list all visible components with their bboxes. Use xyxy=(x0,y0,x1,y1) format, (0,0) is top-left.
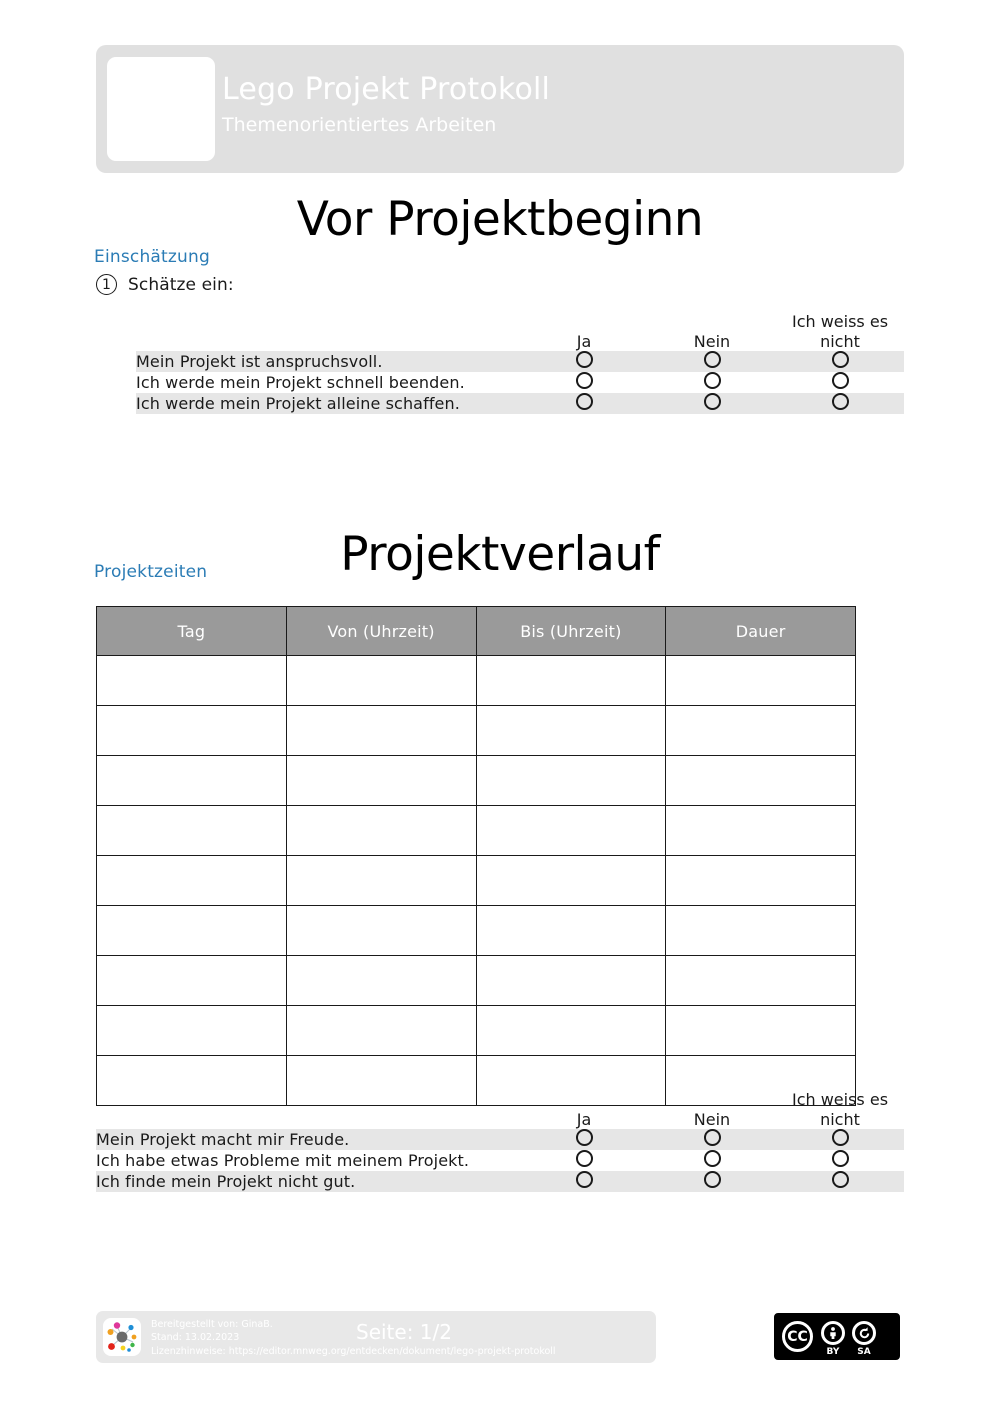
radio-cell-weiss-nicht[interactable] xyxy=(776,1129,904,1150)
document-title: Lego Projekt Protokoll xyxy=(222,72,551,107)
column-header-nein: Nein xyxy=(693,1109,731,1129)
table-row xyxy=(97,706,856,756)
table-cell[interactable] xyxy=(476,1006,666,1056)
table-cell[interactable] xyxy=(666,956,856,1006)
page-indicator: Seite: 1/2 xyxy=(356,1320,452,1344)
radio-cell-ja[interactable] xyxy=(520,372,648,393)
assessment-table-before xyxy=(136,312,904,414)
table-cell[interactable] xyxy=(476,656,666,706)
table-cell[interactable] xyxy=(666,756,856,806)
statement-label: Ich werde mein Projekt schnell beenden. xyxy=(136,372,520,393)
radio-cell-nein[interactable] xyxy=(648,351,776,372)
label-projektzeiten: Projektzeiten xyxy=(94,562,208,582)
statement-label: Ich habe etwas Probleme mit meinem Projekt. xyxy=(96,1150,520,1171)
section-title-projektverlauf: Projektverlauf xyxy=(340,527,660,582)
cc-logo-icon: CC xyxy=(782,1321,813,1352)
table-cell[interactable] xyxy=(286,956,476,1006)
table-cell[interactable] xyxy=(97,1006,287,1056)
column-header-weiss-nicht: Ich weiss es nicht xyxy=(791,1090,889,1129)
table-row xyxy=(97,756,856,806)
section-title-vor-projektbeginn: Vor Projektbeginn xyxy=(296,192,704,247)
mnweg-network-logo-icon xyxy=(103,1318,141,1356)
table-cell[interactable] xyxy=(97,706,287,756)
table-cell[interactable] xyxy=(476,706,666,756)
radio-circle-icon[interactable] xyxy=(576,1171,593,1188)
table-cell[interactable] xyxy=(286,856,476,906)
radio-circle-icon[interactable] xyxy=(576,1129,593,1146)
table-row xyxy=(97,656,856,706)
footer-provided-by: Bereitgestellt von: GinaB. xyxy=(151,1319,273,1330)
person-glyph xyxy=(826,1326,840,1340)
table-header-row xyxy=(96,1090,904,1129)
column-header-ja: Ja xyxy=(576,331,592,351)
radio-circle-icon[interactable] xyxy=(832,372,849,389)
radio-cell-weiss-nicht[interactable] xyxy=(776,1171,904,1192)
column-header-von: Von (Uhrzeit) xyxy=(286,607,476,656)
table-cell[interactable] xyxy=(666,856,856,906)
table-cell[interactable] xyxy=(97,906,287,956)
assessment-table-during xyxy=(96,1090,904,1192)
radio-circle-icon[interactable] xyxy=(832,351,849,368)
table-cell[interactable] xyxy=(666,1006,856,1056)
radio-circle-icon[interactable] xyxy=(832,1150,849,1167)
statement-label: Mein Projekt ist anspruchsvoll. xyxy=(136,351,520,372)
column-header-dauer: Dauer xyxy=(666,607,856,656)
footer-credits xyxy=(151,1318,556,1358)
radio-circle-icon[interactable] xyxy=(576,393,593,410)
label-einschaetzung: Einschätzung xyxy=(94,247,210,267)
step-number-badge: 1 xyxy=(96,274,117,295)
radio-cell-weiss-nicht[interactable] xyxy=(776,1150,904,1171)
table-cell[interactable] xyxy=(97,856,287,906)
instruction-schaetze-ein xyxy=(96,274,234,295)
table-row xyxy=(97,906,856,956)
radio-cell-nein[interactable] xyxy=(648,1150,776,1171)
radio-cell-nein[interactable] xyxy=(648,1171,776,1192)
network-logo-svg xyxy=(103,1318,141,1356)
table-cell[interactable] xyxy=(286,806,476,856)
cc-by-label: BY xyxy=(826,1347,840,1357)
table-row xyxy=(96,1171,904,1192)
footer-date: Stand: 13.02.2023 xyxy=(151,1332,240,1344)
table-cell[interactable] xyxy=(476,856,666,906)
table-row xyxy=(97,956,856,1006)
radio-cell-weiss-nicht[interactable] xyxy=(776,351,904,372)
radio-circle-icon[interactable] xyxy=(704,1150,721,1167)
header-logo-placeholder xyxy=(107,57,215,161)
table-row xyxy=(97,1006,856,1056)
table-cell[interactable] xyxy=(476,906,666,956)
radio-circle-icon[interactable] xyxy=(704,372,721,389)
column-header-nein: Nein xyxy=(693,331,731,351)
header-text-group xyxy=(222,72,872,137)
statement-column-header xyxy=(136,312,520,351)
table-header-row xyxy=(136,312,904,351)
table-cell[interactable] xyxy=(666,806,856,856)
cc-sa-label: SA xyxy=(857,1347,871,1357)
table-cell[interactable] xyxy=(286,1006,476,1056)
radio-circle-icon[interactable] xyxy=(832,1129,849,1146)
table-cell[interactable] xyxy=(666,706,856,756)
table-cell[interactable] xyxy=(286,706,476,756)
table-row xyxy=(136,372,904,393)
radio-cell-ja[interactable] xyxy=(520,351,648,372)
radio-circle-icon[interactable] xyxy=(832,393,849,410)
radio-circle-icon[interactable] xyxy=(704,1129,721,1146)
column-header-bis: Bis (Uhrzeit) xyxy=(476,607,666,656)
table-row xyxy=(97,806,856,856)
radio-cell-ja[interactable] xyxy=(520,1150,648,1171)
table-cell[interactable] xyxy=(286,906,476,956)
table-cell[interactable] xyxy=(97,756,287,806)
table-cell[interactable] xyxy=(97,806,287,856)
cc-sa-sharealike-icon xyxy=(852,1321,876,1345)
radio-cell-nein[interactable] xyxy=(648,393,776,414)
radio-circle-icon[interactable] xyxy=(576,1150,593,1167)
radio-cell-weiss-nicht[interactable] xyxy=(776,393,904,414)
table-cell[interactable] xyxy=(286,656,476,706)
radio-circle-icon[interactable] xyxy=(832,1171,849,1188)
table-cell[interactable] xyxy=(666,656,856,706)
radio-cell-ja[interactable] xyxy=(520,1171,648,1192)
radio-cell-nein[interactable] xyxy=(648,372,776,393)
footer-license-note: Lizenzhinweise: https://editor.mnweg.org/entdecken/dokument/lego-projekt-protokoll xyxy=(151,1345,556,1357)
statement-label: Ich finde mein Projekt nicht gut. xyxy=(96,1171,520,1192)
table-cell[interactable] xyxy=(97,956,287,1006)
creative-commons-badge xyxy=(774,1313,900,1360)
circular-arrow-glyph xyxy=(857,1326,872,1341)
column-header-ja: Ja xyxy=(576,1109,592,1129)
table-row xyxy=(136,393,904,414)
table-cell[interactable] xyxy=(476,756,666,806)
table-cell[interactable] xyxy=(97,656,287,706)
document-subtitle: Themenorientiertes Arbeiten xyxy=(222,114,497,137)
radio-circle-icon[interactable] xyxy=(704,351,721,368)
table-cell[interactable] xyxy=(286,756,476,806)
header-banner xyxy=(96,45,904,173)
cc-by-person-icon xyxy=(821,1321,845,1345)
radio-circle-icon[interactable] xyxy=(576,351,593,368)
table-cell[interactable] xyxy=(666,906,856,956)
radio-cell-weiss-nicht[interactable] xyxy=(776,372,904,393)
table-row xyxy=(136,351,904,372)
radio-circle-icon[interactable] xyxy=(576,372,593,389)
radio-cell-nein[interactable] xyxy=(648,1129,776,1150)
statement-label: Ich werde mein Projekt alleine schaffen. xyxy=(136,393,520,414)
column-header-weiss-nicht: Ich weiss es nicht xyxy=(791,312,889,351)
table-row xyxy=(96,1150,904,1171)
statement-column-header xyxy=(96,1090,520,1129)
radio-cell-ja[interactable] xyxy=(520,1129,648,1150)
table-cell[interactable] xyxy=(476,806,666,856)
table-header-row xyxy=(97,607,856,656)
radio-cell-ja[interactable] xyxy=(520,393,648,414)
table-row xyxy=(96,1129,904,1150)
statement-label: Mein Projekt macht mir Freude. xyxy=(96,1129,520,1150)
radio-circle-icon[interactable] xyxy=(704,1171,721,1188)
table-row xyxy=(97,856,856,906)
instruction-text: Schätze ein: xyxy=(128,274,234,295)
table-cell[interactable] xyxy=(476,956,666,1006)
projektzeiten-table xyxy=(96,606,856,1106)
column-header-tag: Tag xyxy=(97,607,287,656)
radio-circle-icon[interactable] xyxy=(704,393,721,410)
